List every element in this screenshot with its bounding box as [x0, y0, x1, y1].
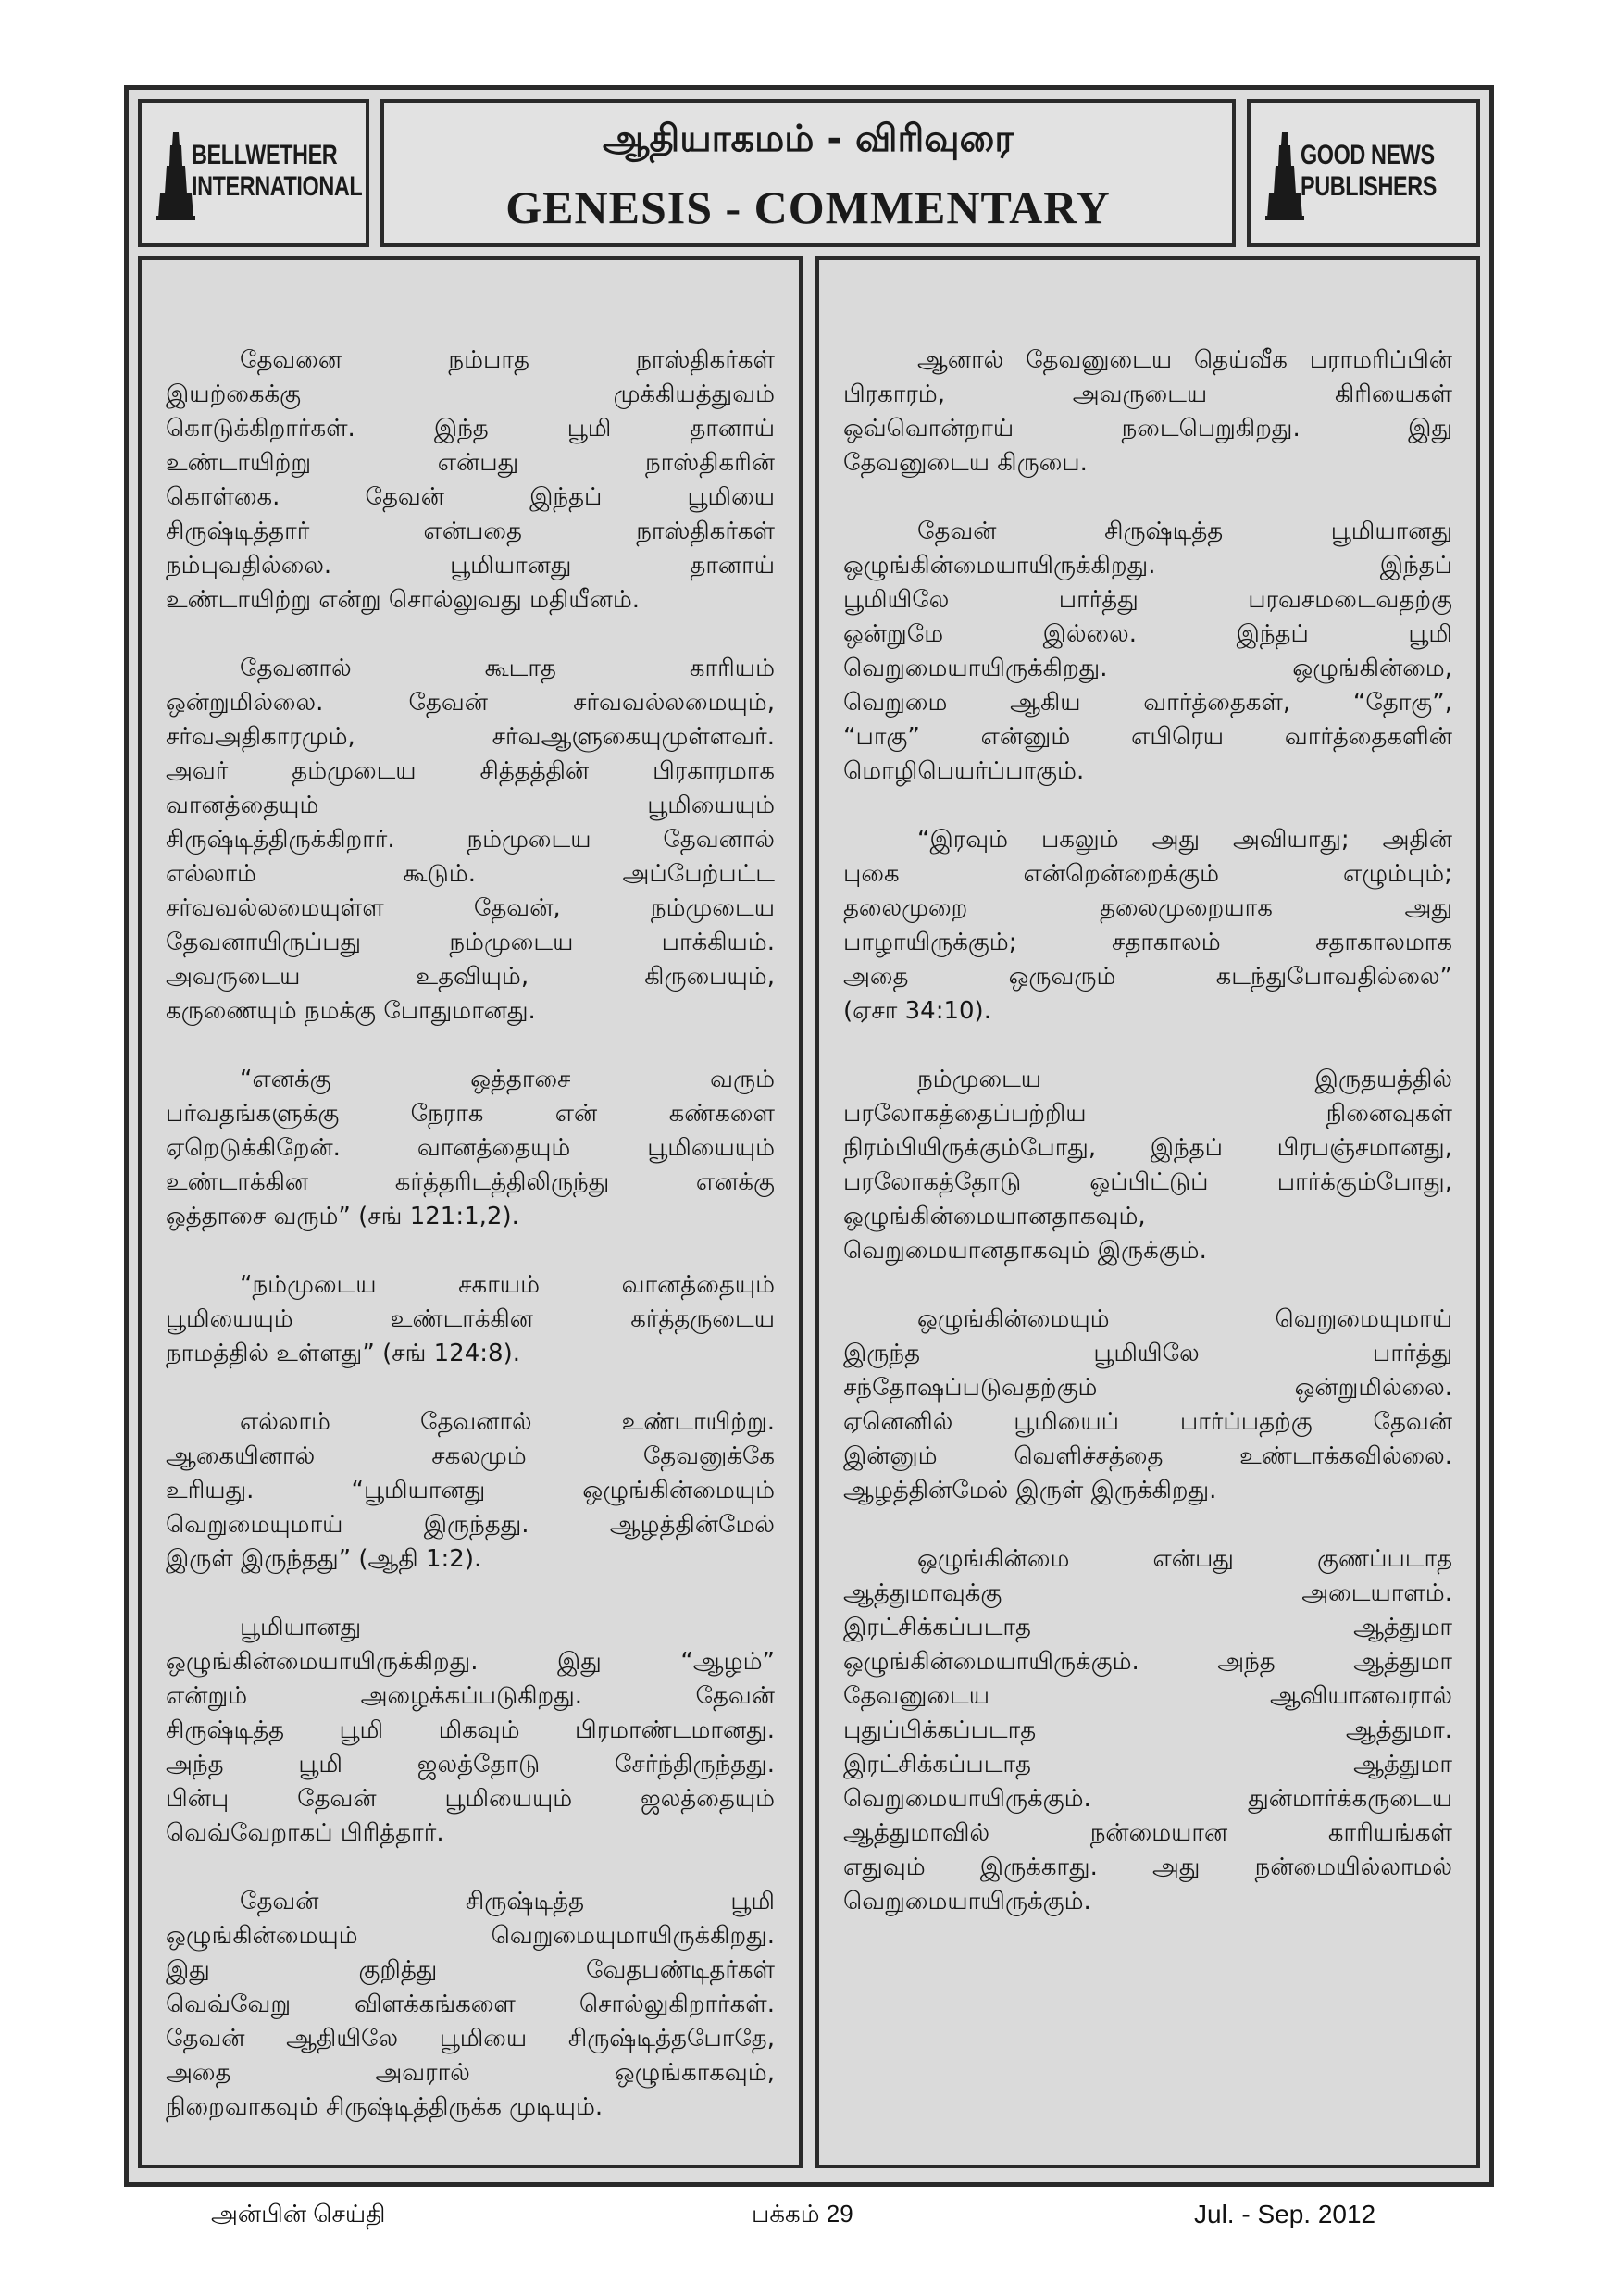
text-line: நாமத்தில் உள்ளது” (சங் 124:8). [166, 1340, 520, 1367]
paragraph [166, 1611, 775, 1851]
text-line: எதுவும் இருக்காது. அது நன்மையில்லாமல் [843, 1853, 1452, 1881]
text-line: உண்டாயிற்று என்பது நாஸ்திகரின் [166, 449, 775, 477]
text-line: வெவ்வேறாகப் பிரித்தார். [166, 1819, 444, 1847]
paragraph [843, 1542, 1452, 1919]
text-line: “பாகு” என்னும் எபிரெய வார்த்தைகளின் [843, 723, 1452, 751]
text-line: பின்பு தேவன் பூமியையும் ஜலத்தையும் [166, 1785, 775, 1813]
text-line: எல்லாம் தேவனால் உண்டாயிற்று. [240, 1408, 775, 1436]
text-line: இரட்சிக்கப்படாத ஆத்துமா [843, 1751, 1452, 1778]
text-line: கருணையும் நமக்கு போதுமானது. [166, 997, 536, 1025]
text-line: கொள்கை. தேவன் இந்தப் பூமியை [166, 483, 775, 511]
text-line: ஏறெடுக்கிறேன். வானத்தையும் பூமியையும் [166, 1134, 775, 1162]
text-line: அதை அவரால் ஒழுங்காகவும், [166, 2059, 775, 2087]
text-line: சர்வவல்லமையுள்ள தேவன், நம்முடைய [166, 894, 775, 922]
paragraph [166, 1885, 775, 2125]
text-line: வெவ்வேறு விளக்கங்களை சொல்லுகிறார்கள். [166, 1990, 775, 2018]
paragraph [166, 1063, 775, 1234]
text-line: ஒத்தாசை வரும்” (சங் 121:1,2). [166, 1203, 519, 1230]
text-line: ஒன்றுமே இல்லை. இந்தப் பூமி [843, 620, 1452, 648]
text-line: உண்டாயிற்று என்று சொல்லுவது மதியீனம். [166, 586, 641, 614]
text-line: ஒழுங்கின்மையாயிருக்கிறது. இது “ஆழம்” [166, 1648, 775, 1676]
text-line: கொடுக்கிறார்கள். இந்த பூமி தானாய் [166, 415, 775, 443]
text-line: இருந்த பூமியிலே பார்த்து [843, 1340, 1452, 1367]
title-box [380, 99, 1236, 247]
text-line: இயற்கைக்கு முக்கியத்துவம் [166, 381, 775, 408]
text-line: “எனக்கு ஒத்தாசை வரும் [240, 1066, 775, 1093]
text-line: “இரவும் பகலும் அது அவியாது; அதின் [917, 826, 1452, 854]
text-line: பரலோகத்தோடு ஒப்பிட்டுப் பார்க்கும்போது, [843, 1168, 1452, 1196]
text-line: ஒழுங்கின்மையும் வெறுமையுமாயிருக்கிறது. [166, 1922, 775, 1950]
text-line: நிரம்பியிருக்கும்போது, இந்தப் பிரபஞ்சமானது, [843, 1134, 1452, 1162]
text-line: வெறுமையாயிருக்கிறது. ஒழுங்கின்மை, [843, 655, 1452, 682]
good-news-logo [1263, 129, 1467, 221]
page-header [138, 99, 1480, 247]
text-line: நம்முடைய இருதயத்தில் [917, 1066, 1452, 1093]
text-line: சர்வஅதிகாரமும், சர்வஆளுகையுமுள்ளவர். [166, 723, 775, 751]
text-line: தேவனுடைய கிருபை. [843, 449, 1088, 477]
text-line: என்றும் அழைக்கப்படுகிறது. தேவன் [166, 1682, 775, 1710]
text-line: தலைமுறை தலைமுறையாக அது [843, 894, 1452, 922]
text-line: வெறுமையுமாய் இருந்தது. ஆழத்தின்மேல் [166, 1511, 775, 1539]
text-line: ஒன்றுமில்லை. தேவன் சர்வவல்லமையும், [166, 689, 775, 717]
text-line: நிறைவாகவும் சிருஷ்டித்திருக்க முடியும். [166, 2093, 604, 2121]
paragraph [166, 343, 775, 618]
text-line: மொழிபெயர்ப்பாகும். [843, 757, 1085, 785]
text-line: அந்த பூமி ஜலத்தோடு சேர்ந்திருந்தது. [166, 1751, 775, 1778]
text-line: பாழாயிருக்கும்; சதாகாலம் சதாகாலமாக [843, 929, 1452, 956]
paragraph [843, 1063, 1452, 1268]
text-line: வெறுமை ஆகிய வார்த்தைகள், “தோகு”, [843, 689, 1452, 717]
title-tamil: ஆதியாகமம் - விரிவுரை [602, 118, 1014, 160]
text-line: அதை ஒருவரும் கடந்துபோவதில்லை” [843, 963, 1452, 991]
text-line: பூமியிலே பார்த்து பரவசமடைவதற்கு [843, 586, 1452, 614]
issue-date: Jul. - Sep. 2012 [1194, 2200, 1376, 2228]
logo-line-1: GOOD NEWS [1301, 140, 1435, 170]
text-line: சிருஷ்டித்தார் என்பதை நாஸ்திகர்கள் [166, 518, 775, 545]
logo-line-1: BELLWETHER [192, 140, 338, 170]
text-line: ஒழுங்கின்மையும் வெறுமையுமாய் [917, 1305, 1452, 1333]
text-line: இரட்சிக்கப்படாத ஆத்துமா [843, 1614, 1452, 1641]
page-frame [124, 85, 1494, 2187]
paragraph [843, 1303, 1452, 1508]
text-line: தேவன் சிருஷ்டித்த பூமி [240, 1888, 775, 1915]
text-line: ஒவ்வொன்றாய் நடைபெறுகிறது. இது [843, 415, 1452, 443]
text-line: பூமியானது [240, 1614, 362, 1641]
text-line: நம்புவதில்லை. பூமியானது தானாய் [166, 552, 775, 580]
paragraph [166, 1405, 775, 1577]
text-line: புதுப்பிக்கப்படாத ஆத்துமா. [843, 1716, 1452, 1744]
text-line: வெறுமையானதாகவும் இருக்கும். [843, 1237, 1207, 1265]
text-line: சிருஷ்டித்த பூமி மிகவும் பிரமாண்டமானது. [166, 1716, 775, 1744]
left-column [138, 256, 803, 2168]
text-line: பரலோகத்தைப்பற்றிய நினைவுகள் [843, 1100, 1452, 1128]
text-line: தேவன் சிருஷ்டித்த பூமியானது [917, 518, 1452, 545]
logo-line-2: INTERNATIONAL [192, 171, 363, 202]
text-line: ஆகையினால் சகலமும் தேவனுக்கே [166, 1442, 775, 1470]
text-line: தேவனால் கூடாத காரியம் [240, 655, 775, 682]
text-line: இது குறித்து வேதபண்டிதர்கள் [166, 1956, 775, 1984]
text-line: அவருடைய உதவியும், கிருபையும், [166, 963, 775, 991]
text-line: ஆத்துமாவுக்கு அடையாளம். [843, 1579, 1452, 1607]
bellwether-logo [155, 129, 363, 221]
text-line: ஒழுங்கின்மையாயிருக்கிறது. இந்தப் [843, 552, 1452, 580]
text-line: பர்வதங்களுக்கு நேராக என் கண்களை [166, 1100, 775, 1128]
text-line: சந்தோஷப்படுவதற்கும் ஒன்றுமில்லை. [843, 1374, 1452, 1402]
text-line: (ஏசா 34:10). [843, 997, 991, 1025]
text-line: அவர் தம்முடைய சித்தத்தின் பிரகாரமாக [166, 757, 775, 785]
text-line: ஒழுங்கின்மையானதாகவும், [843, 1203, 1146, 1230]
text-line: வெறுமையாயிருக்கும். [843, 1888, 1091, 1915]
text-line: உரியது. “பூமியானது ஒழுங்கின்மையும் [166, 1477, 775, 1504]
text-line: வெறுமையாயிருக்கும். துன்மார்க்கருடைய [843, 1785, 1452, 1813]
paragraph [843, 343, 1452, 480]
paragraph [166, 652, 775, 1029]
text-line: தேவனுடைய ஆவியானவரால் [843, 1682, 1452, 1710]
page-footer [0, 2200, 1618, 2237]
logo-line-2: PUBLISHERS [1301, 171, 1437, 202]
right-logo-box [1247, 99, 1480, 247]
magazine-name: அன்பின் செய்தி [211, 2200, 386, 2227]
text-line: தேவனை நம்பாத நாஸ்திகர்கள் [240, 346, 775, 374]
right-column [815, 256, 1480, 2168]
text-line: தேவன் ஆதியிலே பூமியை சிருஷ்டித்தபோதே, [166, 2025, 775, 2053]
paragraph [166, 1268, 775, 1371]
text-line: ஒழுங்கின்மையாயிருக்கும். அந்த ஆத்துமா [843, 1648, 1452, 1676]
text-line: சிருஷ்டித்திருக்கிறார். நம்முடைய தேவனால் [166, 826, 775, 854]
text-line: எல்லாம் கூடும். அப்பேற்பட்ட [166, 860, 775, 888]
title-english: GENESIS - COMMENTARY [505, 181, 1111, 233]
text-line: இன்னும் வெளிச்சத்தை உண்டாக்கவில்லை. [843, 1442, 1452, 1470]
text-line: “நம்முடைய சகாயம் வானத்தையும் [240, 1271, 775, 1299]
text-line: ஆத்துமாவில் நன்மையான காரியங்கள் [843, 1819, 1452, 1847]
text-line: இருள் இருந்தது” (ஆதி 1:2). [166, 1545, 482, 1573]
left-logo-box [138, 99, 369, 247]
text-line: தேவனாயிருப்பது நம்முடைய பாக்கியம். [166, 929, 775, 956]
text-line: ஆழத்தின்மேல் இருள் இருக்கிறது. [843, 1477, 1217, 1504]
text-line: ஆனால் தேவனுடைய தெய்வீக பராமரிப்பின் [917, 346, 1452, 374]
text-line: புகை என்றென்றைக்கும் எழும்பும்; [843, 860, 1452, 888]
page-number: பக்கம் 29 [752, 2200, 853, 2227]
text-line: ஏனெனில் பூமியைப் பார்ப்பதற்கு தேவன் [843, 1408, 1452, 1436]
text-line: பூமியையும் உண்டாக்கின கர்த்தருடைய [166, 1305, 775, 1333]
text-line: ஒழுங்கின்மை என்பது குணப்படாத [917, 1545, 1452, 1573]
text-line: உண்டாக்கின கர்த்தரிடத்திலிருந்து எனக்கு [166, 1168, 775, 1196]
text-line: பிரகாரம், அவருடைய கிரியைகள் [843, 381, 1452, 408]
paragraph [843, 515, 1452, 789]
text-line: வானத்தையும் பூமியையும் [166, 792, 775, 819]
paragraph [843, 823, 1452, 1029]
